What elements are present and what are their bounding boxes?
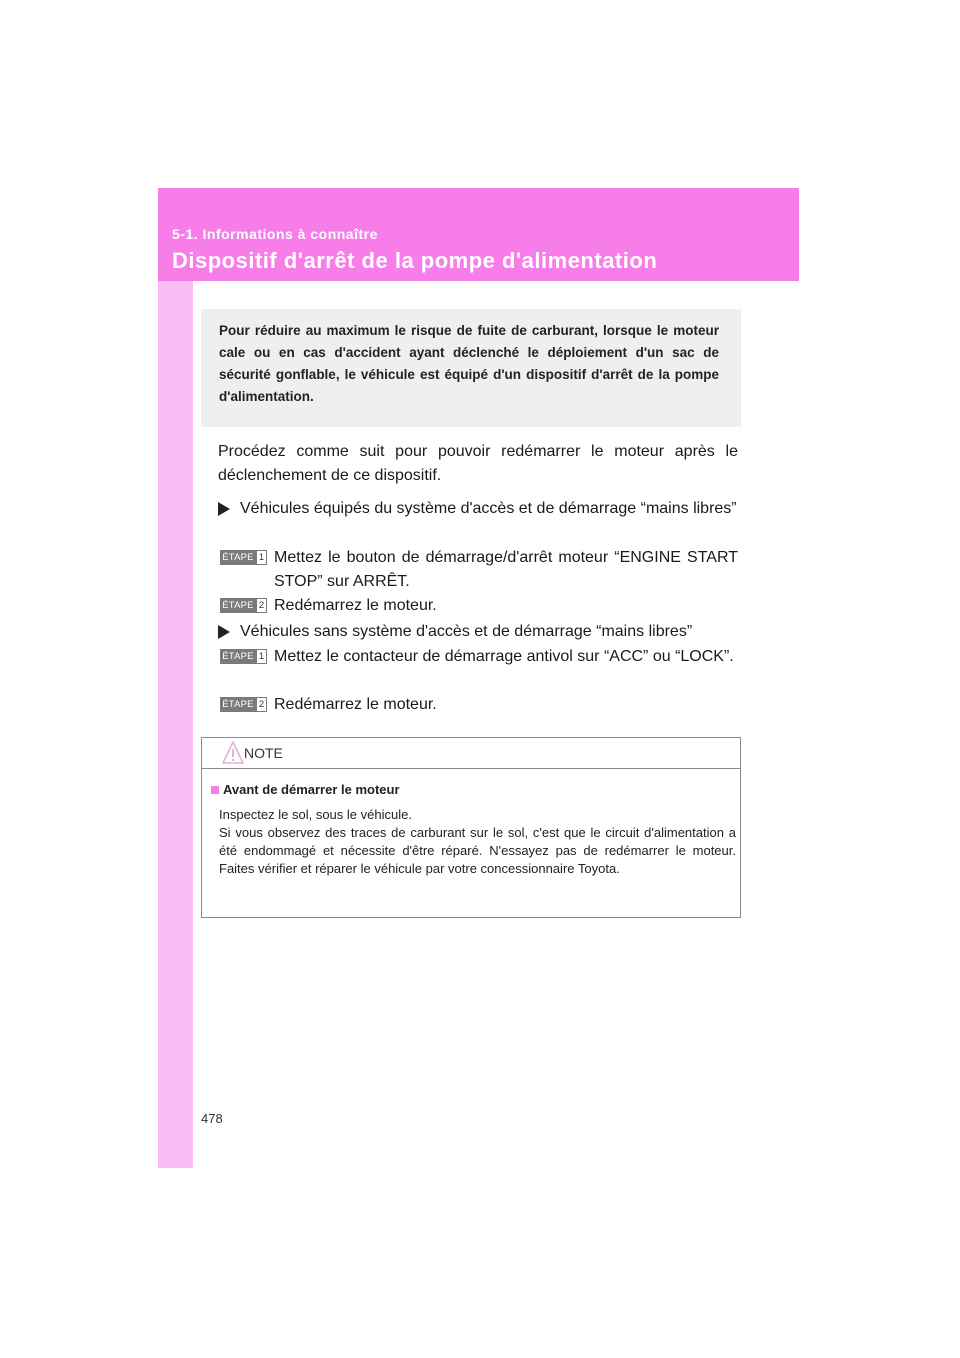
step-item: [220, 546, 738, 594]
group-heading-2: [218, 620, 738, 644]
step-number: 1: [256, 550, 267, 565]
note-header: [202, 738, 740, 769]
step-text: Mettez le contacteur de démarrage antivol sur “ACC” ou “LOCK”.: [274, 648, 734, 665]
warning-triangle-icon: [222, 741, 244, 770]
page-number: 478: [201, 1111, 223, 1126]
step-word: ÉTAPE: [220, 649, 256, 664]
step-item: [220, 594, 738, 618]
step-word: ÉTAPE: [220, 598, 256, 613]
note-label: NOTE: [244, 745, 283, 761]
note-line: Si vous observez des traces de carburant sur le sol, c'est que le circuit d'alimentation a été endommagé et nécessite d'être réparé. N'essayez pas de redémarrer le moteur. Faites vérifier et réparer le véhicule par votre concessionnaire Toyota.: [219, 825, 736, 876]
note-text: [219, 806, 736, 878]
note-line: Inspectez le sol, sous le véhicule.: [219, 807, 412, 822]
intro-box: [201, 309, 741, 427]
triangle-arrow-icon: [218, 625, 230, 639]
step-word: ÉTAPE: [220, 697, 256, 712]
note-heading: [211, 782, 400, 797]
step-badge: [220, 550, 267, 565]
step-text: Redémarrez le moteur.: [274, 696, 437, 713]
step-number: 2: [256, 598, 267, 613]
step-badge: [220, 598, 267, 613]
page-title: Dispositif d'arrêt de la pompe d'alimentation: [172, 248, 658, 273]
step-badge: [220, 649, 267, 664]
step-item: [220, 645, 738, 669]
group-heading-text: Véhicules équipés du système d'accès et de démarrage “mains libres”: [240, 500, 737, 517]
group-heading-1: [218, 497, 738, 521]
group-heading-text: Véhicules sans système d'accès et de démarrage “mains libres”: [240, 623, 693, 640]
step-word: ÉTAPE: [220, 550, 256, 565]
intro-text: Pour réduire au maximum le risque de fuite de carburant, lorsque le moteur cale ou en cas d'accident ayant déclenché le déploiement d'un sac de sécurité gonflable, le véhicule est équipé d'un dispositif d'arrêt de la pompe d'alimentation.: [219, 323, 719, 404]
note-box: [201, 737, 741, 918]
step-item: [220, 693, 738, 717]
step-badge: [220, 697, 267, 712]
square-bullet-icon: [211, 786, 219, 794]
body-paragraph: Procédez comme suit pour pouvoir redémarrer le moteur après le déclenchement de ce dispositif.: [218, 443, 738, 484]
step-text: Redémarrez le moteur.: [274, 597, 437, 614]
note-heading-text: Avant de démarrer le moteur: [223, 782, 400, 797]
step-text: Mettez le bouton de démarrage/d'arrêt moteur “ENGINE START STOP” sur ARRÊT.: [274, 549, 738, 590]
step-number: 2: [256, 697, 267, 712]
section-label: 5-1. Informations à connaître: [172, 226, 378, 242]
step-number: 1: [256, 649, 267, 664]
triangle-arrow-icon: [218, 502, 230, 516]
side-strip: [158, 188, 193, 1168]
